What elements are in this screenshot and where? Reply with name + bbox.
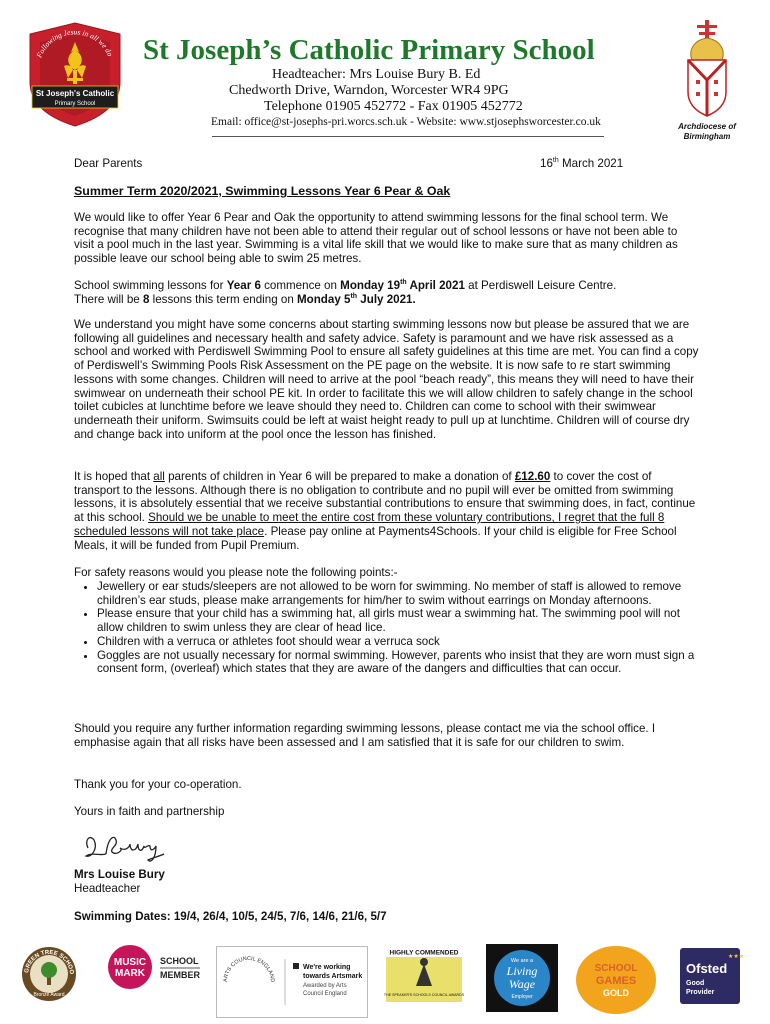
telephone-line: Telephone 01905 452772 - Fax 01905 452772	[264, 99, 523, 114]
svg-text:Provider: Provider	[686, 989, 715, 996]
svg-text:MUSIC: MUSIC	[113, 957, 147, 968]
svg-text:towards Artsmark: towards Artsmark	[303, 973, 363, 980]
school-badge-logo	[26, 20, 124, 128]
music-mark-logo	[106, 944, 202, 990]
email-line[interactable]: Email: office@st-josephs-pri.worcs.sch.uk - Website: www.stjosephsworcester.co.uk	[211, 116, 601, 128]
signature	[80, 826, 190, 866]
badge-name: St Joseph's Catholic	[35, 89, 115, 98]
headteacher-line: Headteacher: Mrs Louise Bury B. Ed	[272, 67, 481, 82]
badge-sub: Primary School	[54, 101, 96, 107]
svg-text:We are a: We are a	[510, 958, 534, 964]
green-tree-logo	[20, 945, 78, 1003]
svg-text:HIGHLY COMMENDED: HIGHLY COMMENDED	[389, 949, 459, 957]
badge-arc-text: Following Jesus in all we do	[34, 27, 115, 60]
closing-line: Yours in faith and partnership	[74, 805, 225, 818]
svg-text:Living: Living	[506, 964, 538, 978]
thanks-line: Thank you for your co-operation.	[74, 778, 242, 791]
address-line: Chedworth Drive, Warndon, Worcester WR4 9PG	[229, 83, 509, 98]
salutation: Dear Parents	[74, 157, 143, 170]
signer-title: Headteacher	[74, 882, 141, 895]
highly-commended-award-logo	[383, 946, 465, 1002]
svg-text:MARK: MARK	[115, 968, 145, 979]
svg-text:★★★: ★★★	[728, 953, 745, 960]
letter-title: Summer Term 2020/2021, Swimming Lessons Year 6 Pear & Oak	[74, 184, 451, 198]
svg-text:Employer: Employer	[511, 994, 533, 1000]
archdiocese-crest-icon	[682, 20, 732, 120]
paragraph-schedule: School swimming lessons for Year 6 commence on Monday 19th April 2021 at Perdiswell Leisure Centre. There will be 8 lessons this term ending on Monday 5th July 2021.	[74, 279, 617, 306]
svg-text:THE SPEAKER'S SCHOOLS COUNCIL: THE SPEAKER'S SCHOOLS COUNCIL AWARDS	[383, 993, 465, 997]
svg-text:GAMES: GAMES	[595, 975, 637, 987]
list-item: • Please ensure that your child has a swimming hat, all girls must wear a swimming hat. The swimming pool will not allow children to swim unless they are clear of head lice.	[97, 607, 699, 634]
letter-date: 16th March 2021	[540, 157, 624, 170]
svg-text:GOLD: GOLD	[603, 988, 629, 998]
list-item: • Children with a verruca or athletes foot should wear a verruca sock	[97, 635, 699, 649]
svg-text:We're working: We're working	[303, 964, 351, 971]
svg-text:Good: Good	[686, 980, 705, 987]
svg-text:Awarded by Arts: Awarded by Arts	[303, 983, 347, 989]
svg-text:GREEN TREE SCHOOLS: GREEN TREE SCHOO	[24, 949, 75, 975]
list-item: • Goggles are not usually necessary for normal swimming. However, parents who insist that they are worn must sign a consent form, (overleaf) which states that they are aware of the dangers and difficulties that can occur.	[97, 649, 699, 676]
school-games-gold-logo	[574, 944, 658, 1016]
living-wage-logo	[486, 944, 558, 1012]
paragraph-donation: It is hoped that all parents of children in Year 6 will be prepared to make a donation of £12.60 to cover the cost of transport to the lessons. Although there is no obligation to contribute and no pupil will ever be omitted from swimming lessons, it is absolutely essential that we receive substantial contributions to ensure that swimming does, in fact, continue at this school. Should we be unable to meet the entire cost from these voluntary contributions, I regret that the full 8 scheduled lessons will not take place. Please pay online at Payments4Schools. If your child is eligible for Free School Meals, it will be funded from Pupil Premium.	[74, 470, 696, 552]
svg-text:ARTS COUNCIL ENGLAND: ARTS COUNCIL ENGLAND	[222, 955, 276, 983]
svg-text:Bronze Award: Bronze Award	[33, 992, 65, 998]
svg-text:MEMBER: MEMBER	[160, 970, 200, 980]
ofsted-good-provider-logo	[680, 948, 745, 1004]
svg-text:SCHOOL: SCHOOL	[594, 963, 638, 974]
header-divider	[212, 136, 604, 137]
safety-points-intro: For safety reasons would you please note the following points:-	[74, 566, 398, 579]
paragraph-safety: We understand you might have some concerns about starting swimming lessons now but please be assured that we are following all guidelines and necessary health and safety advice. Safety is paramount and we have risk assessed as a school and worked with Perdiswell Swimming Pool to ensure all safety guidelines at this time are met. You can find a copy of Perdiswell’s Swimming Pools Risk Assessment on the PE page on the website. It is now safe to re start swimming lessons with some changes. Children will need to arrive at the pool “beach ready”, this means they will need to have their swimwear on underneath their school PE kit. In order to facilitate this we will allow children to safely change in the school toilet cubicles at lunchtime before we leave should they need to. Children can come to school with their swimwear underneath their uniform. Swimsuits could be left at waist height ready to pull up at lunchtime. Children will of course dry and change back into uniform at the pool once the lesson has finished.	[74, 318, 699, 441]
svg-text:Council England: Council England	[303, 991, 347, 997]
paragraph-contact: Should you require any further information regarding swimming lessons, please contact me via the school office. I emphasise again that all risks have been assessed and I am satisfied that it is safe for our children to swim.	[74, 722, 656, 749]
archdiocese-label: Archdiocese of Birmingham	[678, 122, 736, 141]
svg-text:SCHOOL: SCHOOL	[160, 956, 199, 966]
paragraph-intro: We would like to offer Year 6 Pear and Oak the opportunity to attend swimming lessons for the final school term. We recognise that many children have not been able to attend their regular out of school lessons or have not been able to visit a pool much in the last year. Swimming is a vital life skill that we would like to make sure that as many children as possible leave our school being able to swim 25 metres.	[74, 211, 678, 266]
safety-points-list	[74, 580, 699, 676]
artsmark-logo	[216, 946, 368, 1018]
list-item: • Jewellery or ear studs/sleepers are not allowed to be worn for swimming. No member of staff is allowed to remove children’s ear studs, please make arrangements for him/her to swim without earrings on Monday afternoons.	[97, 580, 699, 607]
svg-text:Ofsted: Ofsted	[686, 961, 728, 976]
svg-text:Wage: Wage	[508, 977, 536, 991]
signer-name: Mrs Louise Bury	[74, 868, 165, 881]
school-name: St Joseph’s Catholic Primary School	[143, 34, 595, 66]
swimming-dates: Swimming Dates: 19/4, 26/4, 10/5, 24/5, 7/6, 14/6, 21/6, 5/7	[74, 910, 387, 923]
